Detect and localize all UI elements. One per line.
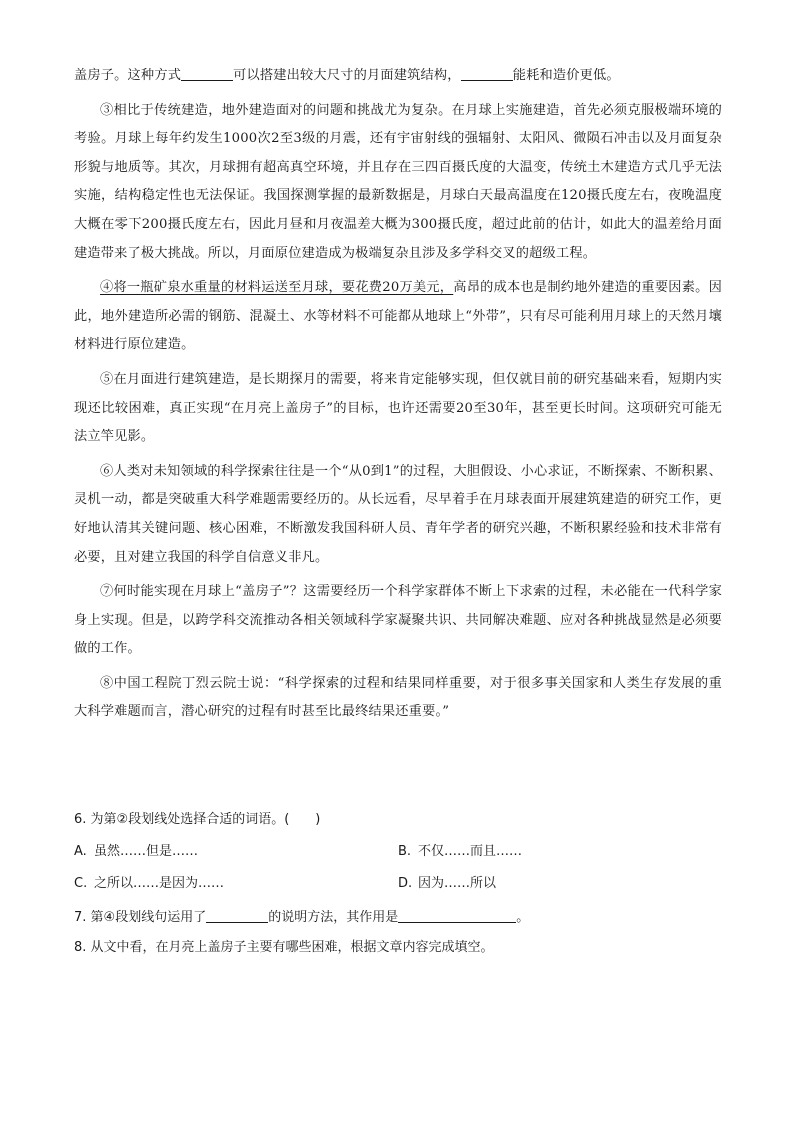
paragraph-4: [74, 274, 722, 360]
option-label: A.: [74, 844, 87, 859]
paragraph-text: 可以搭建出较大尺寸的月面建筑结构，: [233, 68, 461, 83]
question-6-options-row-2: [74, 876, 722, 892]
question-8-stem: 8. 从文中看，在月亮上盖房子主要有哪些困难，根据文章内容完成填空。: [74, 940, 494, 955]
paragraph-text: 能耗和造价更低。: [512, 68, 620, 83]
question-7-text: 。: [516, 910, 530, 925]
option-text: 因为……所以: [418, 876, 497, 891]
option-label: D.: [398, 876, 413, 891]
paragraph-6: ⑥人类对未知领域的科学探索往往是一个“从0到1”的过程，大胆假设、小心求证，不断探索、不断积累、灵机一动，都是突破重大科学难题需要经历的。从长远看，尽早着手在月球表面开展建筑建造的研究工作，更好地认清其关键问题、核心困难，不断激发我国科研人员、青年学者的研究兴趣，不断积累经验和技术非常有必要，且对建立我国的科学自信意义非凡。: [74, 463, 722, 565]
option-label: B.: [398, 844, 412, 859]
underlined-sentence: ④将一瓶矿泉水重量的材料运送至月球，要花费20万美元，: [100, 280, 454, 296]
paragraph-7: ⑦何时能实现在月球上“盖房子”？这需要经历一个科学家群体不断上下求索的过程，未必能在一代科学家身上实现。但是，以跨学科交流推动各相关领域科学家凝聚共识、共同解决难题、应对各种挑战显然是必须要做的工作。: [74, 584, 722, 657]
question-6-options-row-1: [74, 844, 722, 860]
option-text: 虽然……但是……: [94, 844, 199, 859]
option-text: 不仅……而且……: [418, 844, 523, 859]
paragraph-2-continuation: [74, 62, 722, 91]
paragraph-8: ⑧中国工程院丁烈云院士说：“科学探索的过程和结果同样重要，对于很多事关国家和人类生存发展的重大科学难题而言，潜心研究的过程有时甚至比最终结果还重要。”: [74, 675, 722, 720]
question-7-text: 的说明方法，其作用是: [268, 910, 399, 925]
question-section: [74, 812, 722, 972]
answer-blank[interactable]: [398, 908, 516, 923]
question-7: [74, 908, 722, 924]
answer-blank: [461, 66, 513, 81]
reading-passage: [74, 62, 722, 733]
option-label: C.: [74, 876, 88, 891]
answer-blank: [181, 66, 233, 81]
option-text: 之所以……是因为……: [94, 876, 225, 891]
answer-blank[interactable]: [206, 908, 268, 923]
option-a[interactable]: [74, 844, 398, 860]
option-b[interactable]: [398, 844, 722, 860]
option-d[interactable]: [398, 876, 722, 892]
option-c[interactable]: [74, 876, 398, 892]
paragraph-3: ③相比于传统建造，地外建造面对的问题和挑战尤为复杂。在月球上实施建造，首先必须克服极端环境的考验。月球上每年约发生1000次2至3级的月震，还有宇宙射线的强辐射、太阳风、微陨石冲击以及月面复杂形貌与地质等。其次，月球拥有超高真空环境，并且存在三四百摄氏度的大温变，传统土木建造方式几乎无法实施，结构稳定性也无法保证。我国探测掌握的最新数据是，月球白天最高温度在120摄氏度左右，夜晚温度大概在零下200摄氏度左右，因此月昼和月夜温差大概为300摄氏度，超过此前的估计，如此大的温差给月面建造带来了极大挑战。所以，月面原位建造成为极端复杂且涉及多学科交叉的超级工程。: [74, 102, 722, 261]
paragraph-text: 高昂的成本也是制约地外建造的重要因素。因此，地外建造所必需的钢筋、混凝土、水等材料不可能都从地球上“外带”，只有尽可能利用月球上的天然月壤材料进行原位建造。: [74, 280, 723, 353]
paragraph-5: ⑤在月面进行建筑建造，是长期探月的需要，将来肯定能够实现，但仅就目前的研究基础来看，短期内实现还比较困难，真正实现“在月亮上盖房子”的目标，也许还需要20至30年，甚至更长时间。这项研究可能无法立竿见影。: [74, 371, 722, 445]
paragraph-text: 盖房子。这种方式: [74, 68, 182, 83]
question-6-stem: 6. 为第②段划线处选择合适的词语。( ): [74, 812, 321, 827]
question-7-text: 7. 第④段划线句运用了: [74, 910, 207, 925]
